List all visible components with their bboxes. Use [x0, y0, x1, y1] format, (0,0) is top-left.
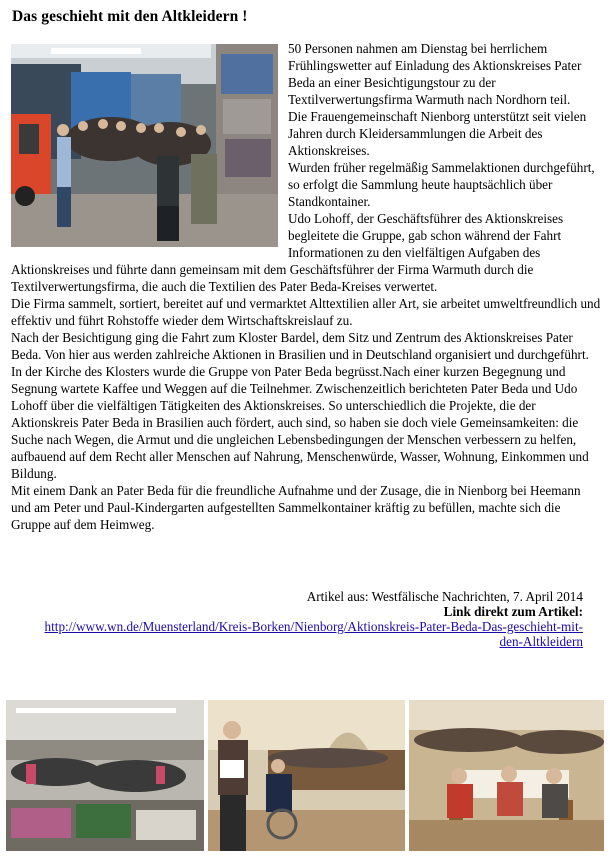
photo-church-hall-talk — [208, 700, 405, 851]
article-paragraph: Nach der Besichtigung ging die Fahrt zum Kloster Bardel, dem Sitz und Zentrum des Aktionskreises Pater Beda. Von hier aus werden zahlreiche Aktionen in Brasilien und in Deutschland organisiert und durchgeführt. — [11, 330, 589, 362]
link-label: Link direkt zum Artikel: — [443, 604, 583, 619]
photo-coffee-tables — [409, 700, 604, 851]
article-paragraph: Udo Lohoff, der Geschäftsführer des Aktionskreises begleitete die Gruppe, gab schon während der Fahrt Informationen zu den vielfältigen Aufgaben des Aktionskreises und führte dann gemeinsam mit dem Geschäftsführer der Firma Warmuth durch die Textilverwertungsfirma, die auch die Textilien des Pater Beda-Kreises verwertet. — [11, 211, 564, 294]
photo-sorting-hall — [6, 700, 204, 851]
article-paragraph: Die Frauengemeinschaft Nienborg unterstützt seit vielen Jahren durch Kleidersammlungen die Arbeit des Aktionskreises. — [288, 109, 587, 158]
source-line: Artikel aus: Westfälische Nachrichten, 7. April 2014 — [306, 589, 583, 604]
article-paragraph: 50 Personen nahmen am Dienstag bei herrlichem Frühlingswetter auf Einladung des Aktionskreises Pater Beda an einer Besichtigungstour zu der Textilverwertungsfirma Warmuth nach Nordhorn teil. — [288, 41, 582, 107]
article-body — [11, 40, 601, 533]
article-title: Das geschieht mit den Altkleidern ! — [12, 8, 248, 25]
photo-strip — [6, 700, 604, 851]
article-paragraph: In der Kirche des Klosters wurde die Gruppe von Pater Beda begrüsst.Nach einer kurzen Begegnung und Segnung wartete Kaffee und Weggen auf die Teilnehmer. Zwischenzeitlich berichteten Pater Beda und Udo Lohoff über die vielfältigen Tätigkeiten des Aktionskreises. So unterschiedlich die Projekte, die der Aktionskreis Pater Beda in Brasilien auch fördert, auch sind, so haben sie doch viele Gemeinsamkeiten: die Suche nach Wegen, die Armut und die ungleichen Lebensbedingungen der Menschen verbessern zu helfen, aufbauend auf dem Recht aller Menschen auf Nahrung, Menschenwürde, Wasser, Wohnung, Einkommen und Bildung. — [11, 364, 589, 481]
hero-photo-warehouse-group — [11, 44, 278, 247]
article-paragraph: Mit einem Dank an Pater Beda für die freundliche Aufnahme und der Zusage, die in Nienborg bei Heemann und am Peter und Paul-Kindergarten aufgestellten Sammelkontainer kräftig zu befüllen, machte sich die Gruppe auf dem Heimweg. — [11, 483, 581, 532]
article-link[interactable]: http://www.wn.de/Muensterland/Kreis-Borken/Nienborg/Aktionskreis-Pater-Beda-Das-geschieht-mit-den-Altkleidern — [44, 619, 583, 649]
article-paragraph: Die Firma sammelt, sortiert, bereitet auf und vermarktet Alttextilien aller Art, sie arbeitet umweltfreundlich und effektiv und führt Rohstoffe wieder dem Wirtschaftskreislauf zu. — [11, 296, 601, 328]
article-credit — [23, 589, 583, 649]
article-paragraph: Wurden früher regelmäßig Sammelaktionen durchgeführt, so erfolgt die Sammlung heute hauptsächlich über Standkontainer. — [288, 160, 595, 209]
